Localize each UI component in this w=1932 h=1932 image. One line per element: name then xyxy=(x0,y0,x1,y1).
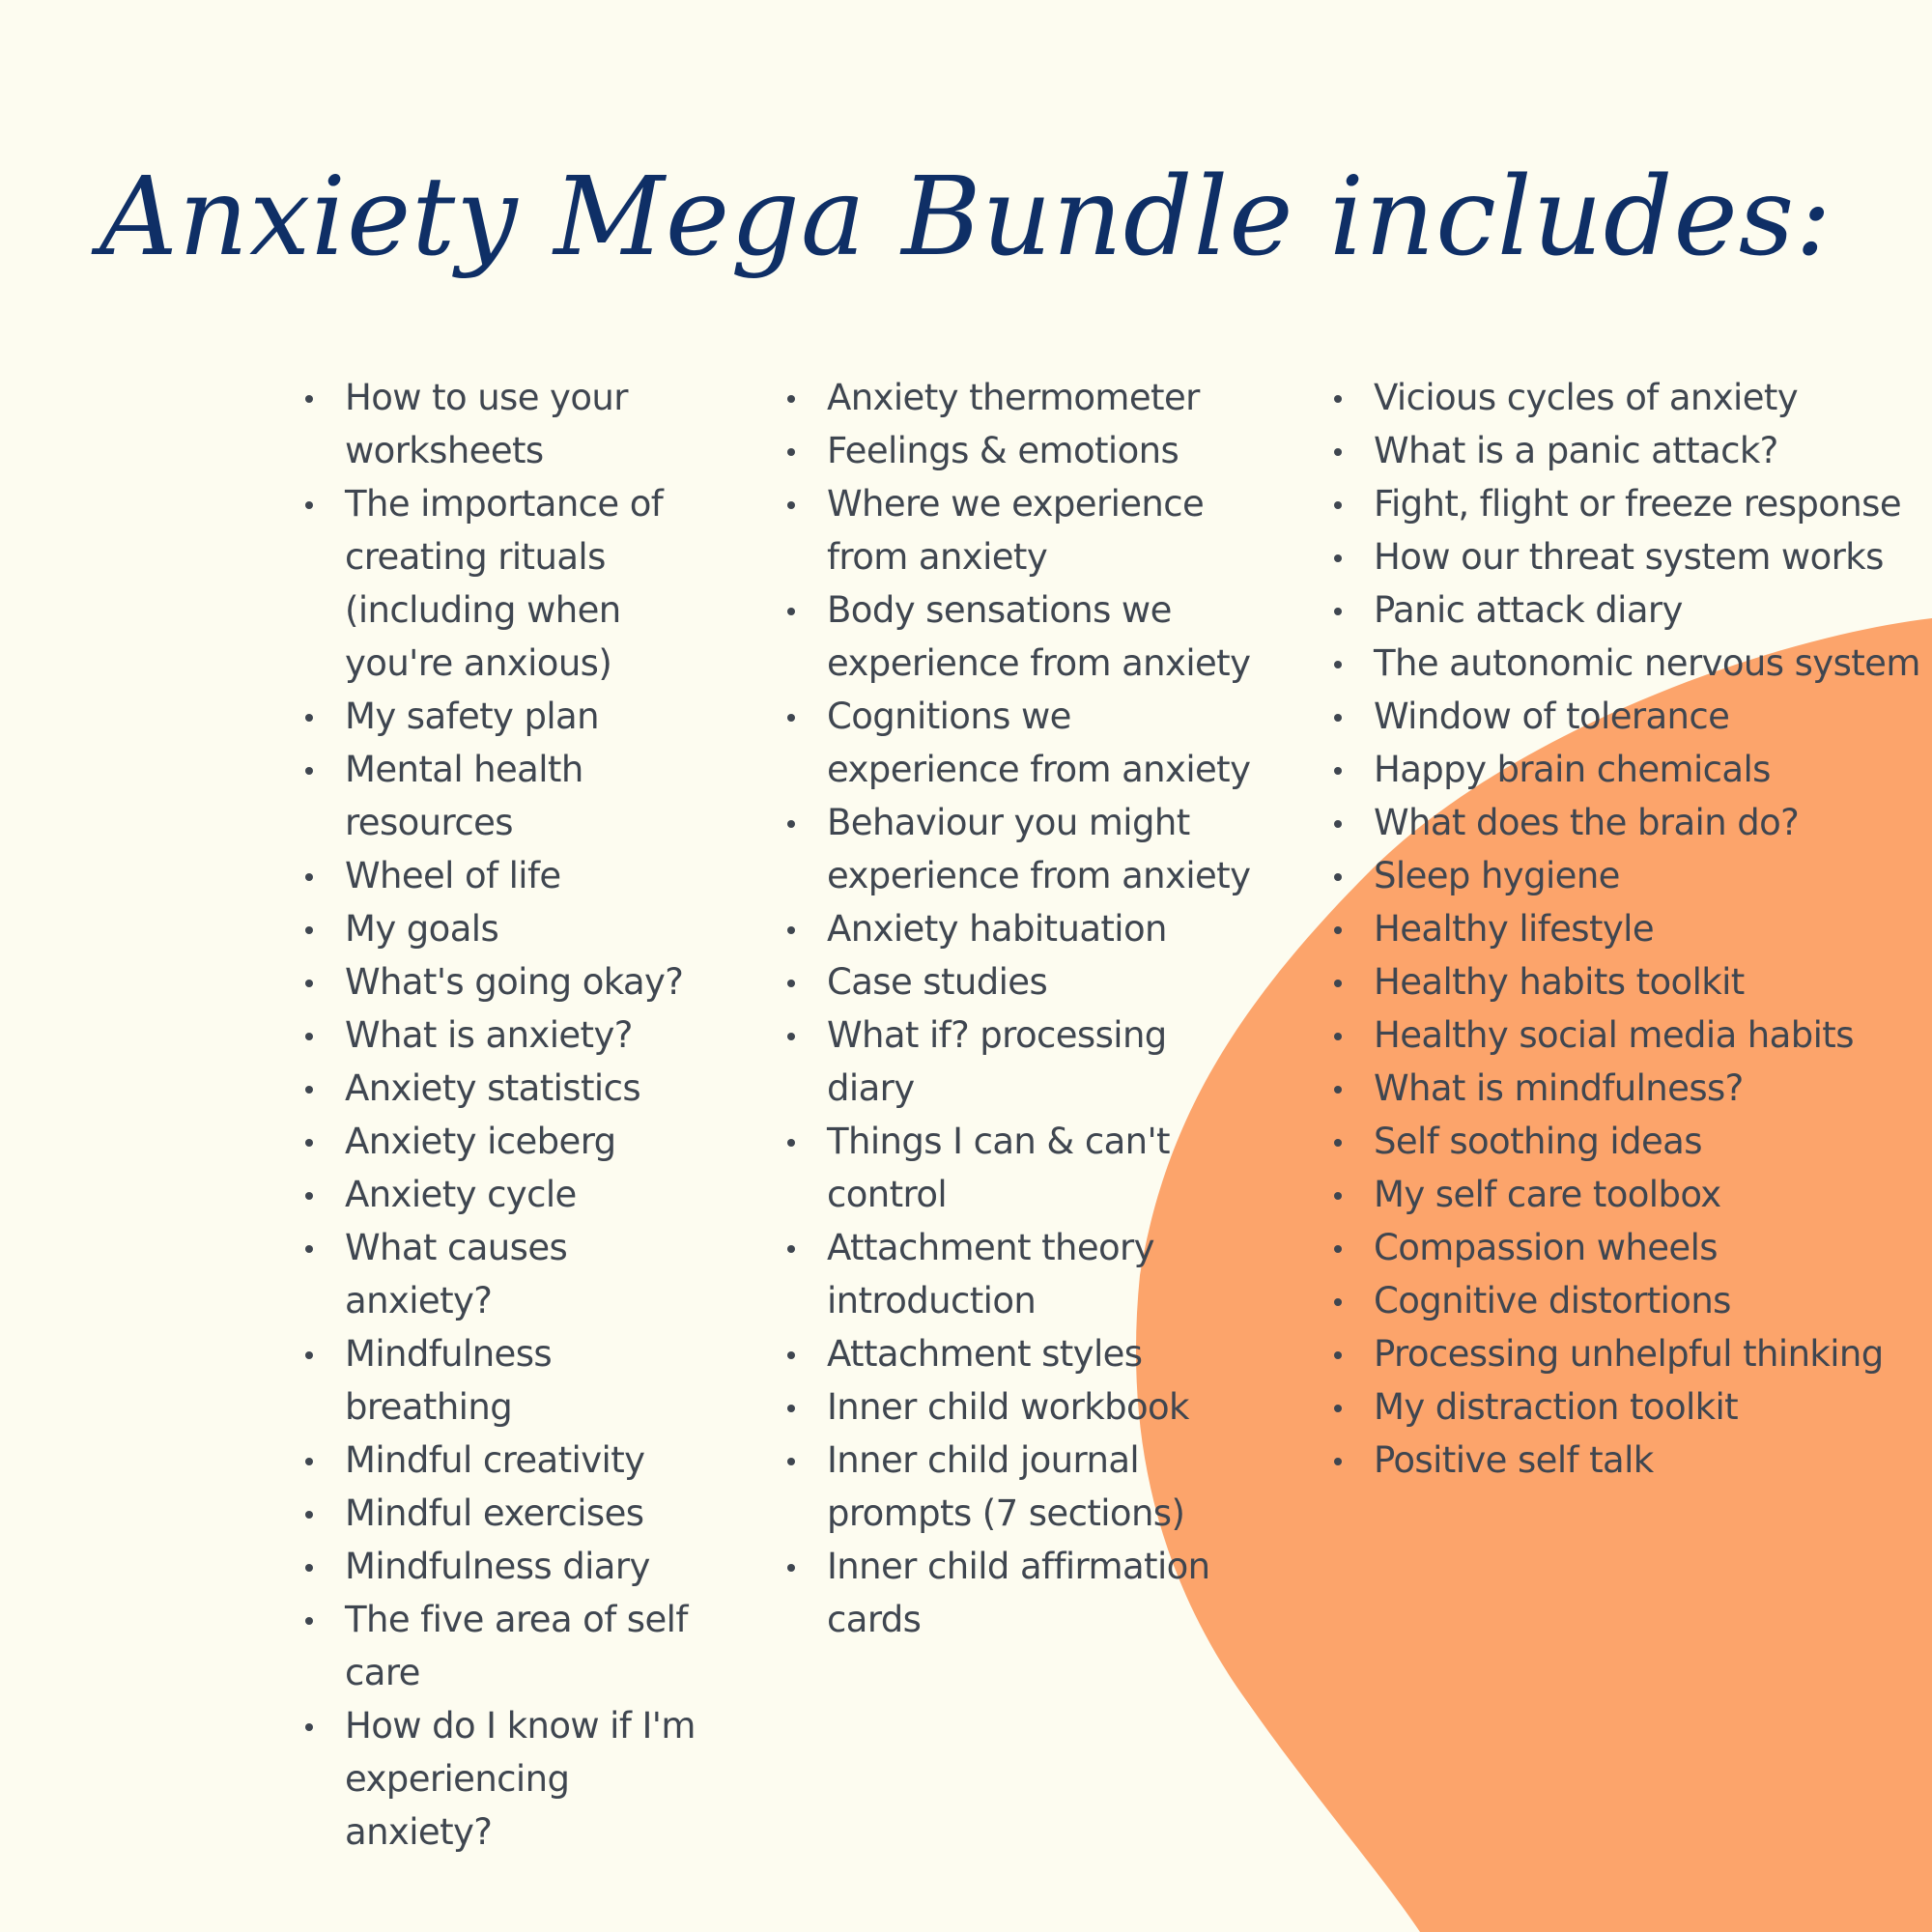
feature-list-column-2 xyxy=(782,371,1262,1646)
list-item: Behaviour you might experience from anxiety xyxy=(827,796,1262,902)
list-item: Attachment theory introduction xyxy=(827,1221,1262,1327)
list-item: Inner child affirmation cards xyxy=(827,1540,1262,1646)
list-item: How to use your worksheets xyxy=(345,371,722,477)
list-item: Healthy social media habits xyxy=(1374,1009,1924,1062)
feature-list-column-3 xyxy=(1329,371,1924,1487)
list-item: What causes anxiety? xyxy=(345,1221,722,1327)
list-item: The five area of self care xyxy=(345,1593,722,1699)
list-item: Anxiety statistics xyxy=(345,1062,722,1115)
list-item: Anxiety habituation xyxy=(827,902,1262,955)
list-item: Compassion wheels xyxy=(1374,1221,1924,1274)
list-item: My self care toolbox xyxy=(1374,1168,1924,1221)
list-item: What's going okay? xyxy=(345,955,722,1009)
list-item: Sleep hygiene xyxy=(1374,849,1924,902)
list-item: Anxiety thermometer xyxy=(827,371,1262,424)
list-item: Positive self talk xyxy=(1374,1434,1924,1487)
feature-list-column-1 xyxy=(300,371,722,1859)
list-item: Healthy habits toolkit xyxy=(1374,955,1924,1009)
list-item: What does the brain do? xyxy=(1374,796,1924,849)
list-item: The autonomic nervous system xyxy=(1374,637,1924,690)
list-item: Mindful creativity xyxy=(345,1434,722,1487)
list-item: Fight, flight or freeze response xyxy=(1374,477,1924,530)
list-item: Window of tolerance xyxy=(1374,690,1924,743)
page-title: Anxiety Mega Bundle includes: xyxy=(99,155,1833,280)
list-item: Wheel of life xyxy=(345,849,722,902)
list-item: What is anxiety? xyxy=(345,1009,722,1062)
list-item: What is a panic attack? xyxy=(1374,424,1924,477)
list-item: Healthy lifestyle xyxy=(1374,902,1924,955)
list-item: Processing unhelpful thinking xyxy=(1374,1327,1924,1380)
list-item: My safety plan xyxy=(345,690,722,743)
list-item: Case studies xyxy=(827,955,1262,1009)
list-item: Feelings & emotions xyxy=(827,424,1262,477)
list-item: My distraction toolkit xyxy=(1374,1380,1924,1434)
list-item: How our threat system works xyxy=(1374,530,1924,583)
list-item: Mindful exercises xyxy=(345,1487,722,1540)
list-item: Attachment styles xyxy=(827,1327,1262,1380)
list-item: Self soothing ideas xyxy=(1374,1115,1924,1168)
list-item: Panic attack diary xyxy=(1374,583,1924,637)
list-item: Where we experience from anxiety xyxy=(827,477,1262,583)
list-item: The importance of creating rituals (including when you're anxious) xyxy=(345,477,722,690)
list-item: Anxiety cycle xyxy=(345,1168,722,1221)
list-item: What is mindfulness? xyxy=(1374,1062,1924,1115)
list-item: What if? processing diary xyxy=(827,1009,1262,1115)
list-item: Happy brain chemicals xyxy=(1374,743,1924,796)
list-item: Mindfulness breathing xyxy=(345,1327,722,1434)
list-item: How do I know if I'm experiencing anxiety? xyxy=(345,1699,722,1859)
list-item: Body sensations we experience from anxiety xyxy=(827,583,1262,690)
list-item: Inner child workbook xyxy=(827,1380,1262,1434)
list-item: Mental health resources xyxy=(345,743,722,849)
list-item: Anxiety iceberg xyxy=(345,1115,722,1168)
list-item: Mindfulness diary xyxy=(345,1540,722,1593)
list-item: My goals xyxy=(345,902,722,955)
list-item: Cognitive distortions xyxy=(1374,1274,1924,1327)
list-item: Cognitions we experience from anxiety xyxy=(827,690,1262,796)
list-item: Vicious cycles of anxiety xyxy=(1374,371,1924,424)
list-item: Inner child journal prompts (7 sections) xyxy=(827,1434,1262,1540)
list-item: Things I can & can't control xyxy=(827,1115,1262,1221)
